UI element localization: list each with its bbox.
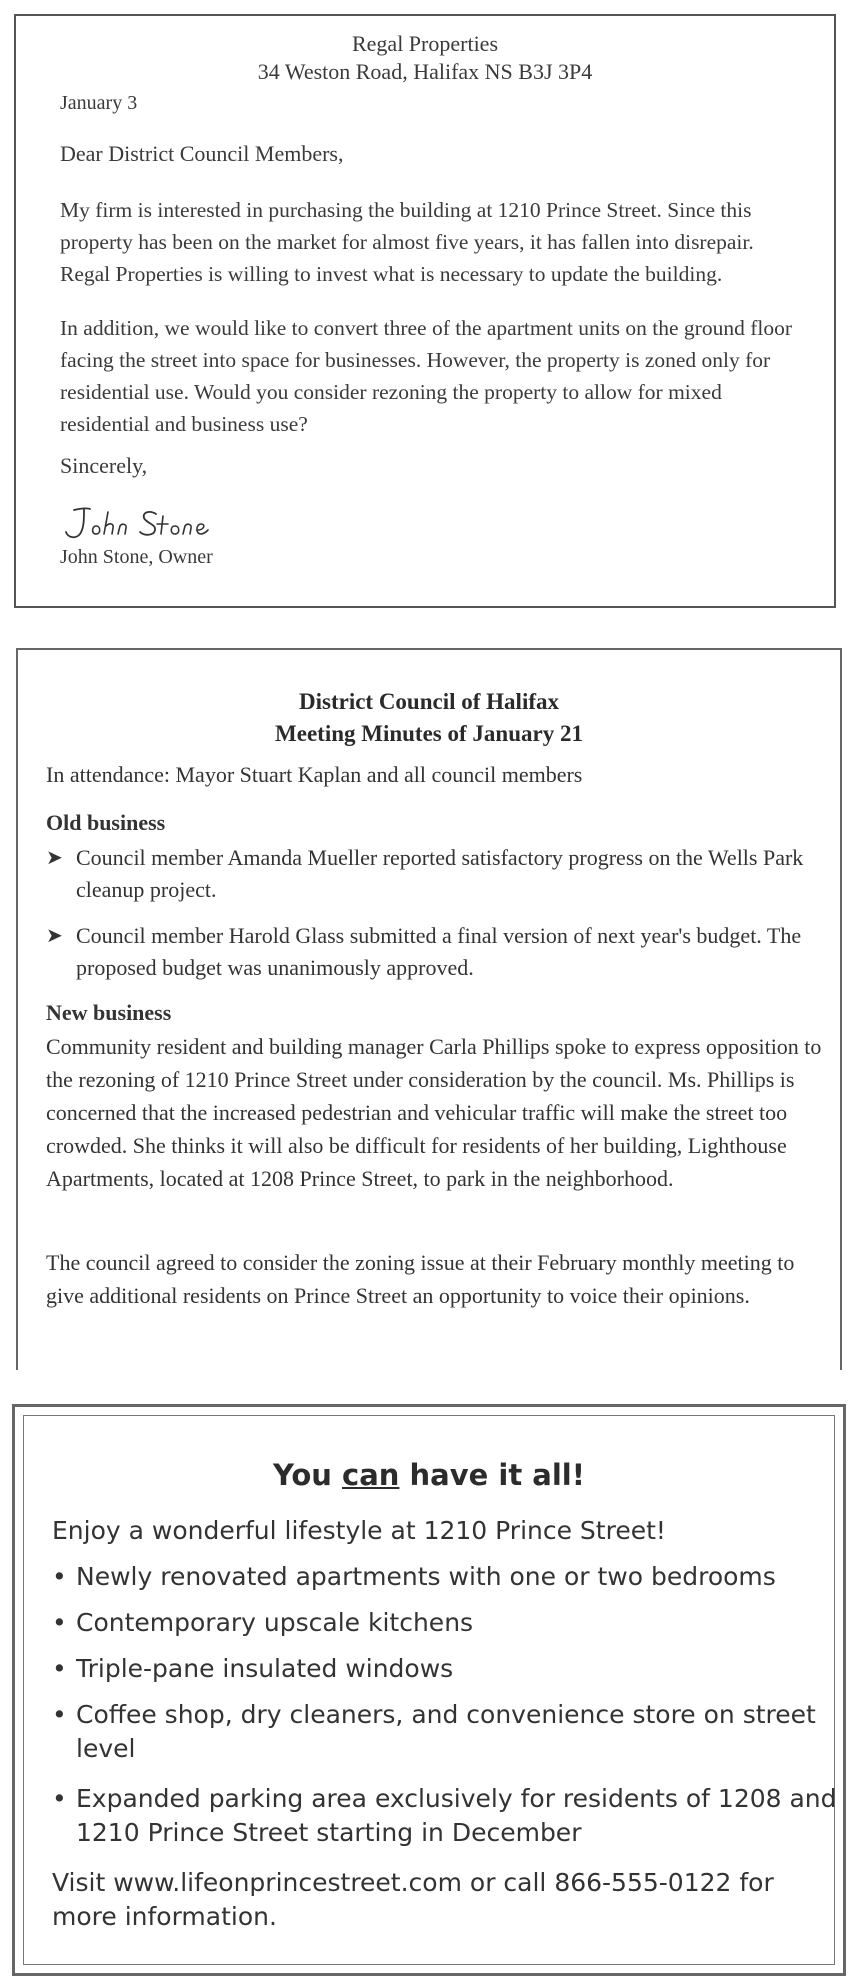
- company-name: Regal Properties: [351, 31, 499, 56]
- ad-contact-info: Visit www.lifeonprincestreet.com or call 866-555-0122 for more information.: [52, 1868, 774, 1931]
- attendance-line: In attendance: Mayor Stuart Kaplan and all council members: [46, 762, 583, 787]
- feature-text: Coffee shop, dry cleaners, and convenience store on street level: [76, 1700, 816, 1763]
- feature-text: Contemporary upscale kitchens: [76, 1608, 474, 1637]
- new-business-heading: New business: [46, 1000, 172, 1025]
- handwritten-signature: [60, 502, 220, 542]
- bullet-dot-icon: •: [52, 1654, 67, 1683]
- meeting-minutes: [16, 648, 842, 1370]
- minutes-title-line-2: Meeting Minutes of January 21: [275, 721, 583, 746]
- feature-text: Expanded parking area exclusively for residents of 1208 and 1210 Prince Street starting in December: [76, 1784, 837, 1847]
- list-item-text: Council member Harold Glass submitted a final version of next year's budget. The proposed budget was unanimously approved.: [76, 923, 802, 980]
- minutes-title-line-1: District Council of Halifax: [299, 689, 559, 714]
- feature-text: Triple-pane insulated windows: [76, 1654, 454, 1683]
- list-item: [46, 842, 816, 906]
- old-business-heading: Old business: [46, 810, 166, 835]
- bullet-dot-icon: •: [52, 1700, 67, 1729]
- letter-closing: Sincerely,: [60, 453, 148, 478]
- company-address: 34 Weston Road, Halifax NS B3J 3P4: [257, 59, 593, 84]
- list-item-text: Council member Amanda Mueller reported satisfactory progress on the Wells Park cleanup project.: [76, 845, 804, 902]
- letter-paragraph: In addition, we would like to convert three of the apartment units on the ground floor facing the street into space for businesses. However, the property is zoned only for residential use. Would you consider rezoning the property to allow for mixed residential and business use?: [60, 316, 793, 436]
- new-business-paragraph: Community resident and building manager Carla Phillips spoke to express opposition to the rezoning of 1210 Prince Street under consideration by the council. Ms. Phillips is concerned that the increased pedestrian and vehicular traffic will make the street too crowded. She thinks it will also be difficult for residents of her building, Lighthouse Apartments, located at 1208 Prince Street, to park in the neighborhood.: [46, 1034, 822, 1191]
- list-item: [52, 1698, 842, 1766]
- list-item: [52, 1560, 842, 1594]
- arrow-bullet-icon: ➤: [46, 847, 63, 869]
- ad-headline: [24, 1458, 834, 1492]
- bullet-dot-icon: •: [52, 1562, 67, 1591]
- arrow-bullet-icon: ➤: [46, 925, 63, 947]
- bullet-dot-icon: •: [52, 1784, 67, 1813]
- ad-intro: Enjoy a wonderful lifestyle at 1210 Prince Street!: [52, 1516, 666, 1545]
- bullet-dot-icon: •: [52, 1608, 67, 1637]
- letter-date: January 3: [60, 92, 138, 114]
- list-item: [52, 1606, 842, 1640]
- new-business-paragraph: The council agreed to consider the zoning issue at their February monthly meeting to give additional residents on Prince Street an opportunity to voice their opinions.: [46, 1250, 795, 1308]
- letterhead: [16, 30, 834, 86]
- letter-salutation: Dear District Council Members,: [60, 141, 344, 166]
- feature-text: Newly renovated apartments with one or two bedrooms: [76, 1562, 776, 1591]
- letter: [14, 14, 836, 608]
- list-item: [46, 920, 816, 984]
- minutes-title: [18, 686, 840, 750]
- list-item: [52, 1782, 842, 1850]
- advertisement-inner-frame: [23, 1415, 835, 1965]
- list-item: [52, 1652, 842, 1686]
- ad-headline-emphasis: can: [342, 1458, 400, 1492]
- advertisement: [12, 1404, 846, 1976]
- signer-name-title: John Stone, Owner: [60, 546, 213, 568]
- ad-headline-part: You: [273, 1458, 343, 1492]
- letter-paragraph: My firm is interested in purchasing the building at 1210 Prince Street. Since this property has been on the market for almost five years, it has fallen into disrepair. Regal Properties is willing to invest what is necessary to update the building.: [60, 198, 754, 286]
- ad-headline-part: have it all!: [399, 1458, 585, 1492]
